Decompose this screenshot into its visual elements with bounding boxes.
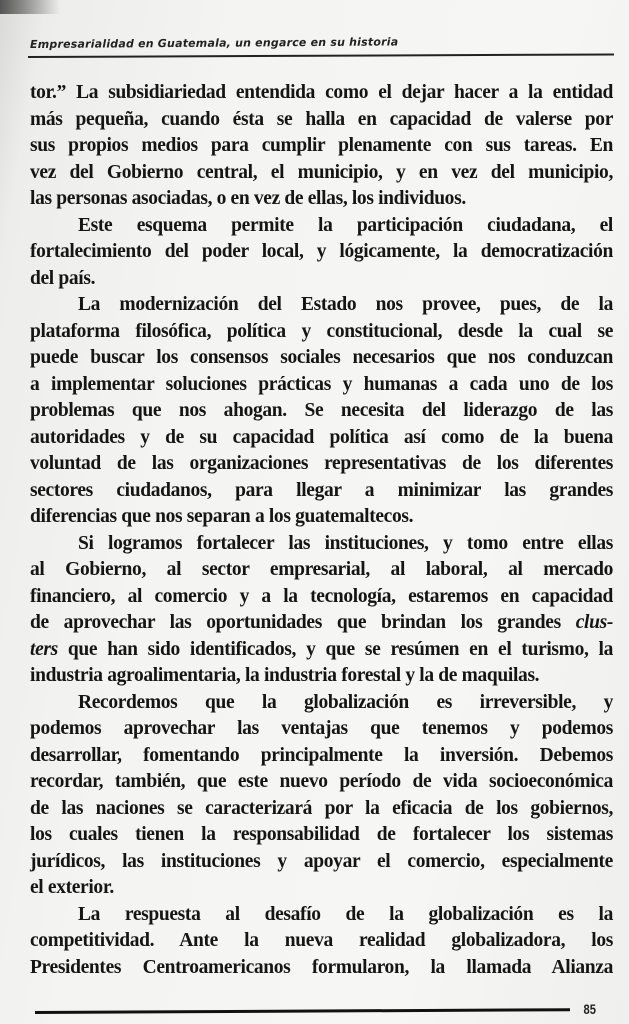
text-line bbox=[30, 849, 613, 876]
paragraph bbox=[30, 80, 613, 213]
text-line bbox=[30, 531, 613, 558]
line-text: podemos aprovechar las ventajas que tenemos y podemos bbox=[30, 718, 613, 739]
text-line bbox=[30, 478, 613, 505]
text-line bbox=[30, 822, 613, 849]
line-text: sus propios medios para cumplir plenamente con sus tareas. En bbox=[30, 135, 613, 156]
italic-term: ters bbox=[30, 638, 58, 660]
line-text: más pequeña, cuando ésta se halla en capacidad de valerse por bbox=[30, 108, 613, 130]
page-edge-shadow bbox=[0, 0, 60, 14]
line-text: las personas asociadas, o en vez de ellas, los individuos. bbox=[30, 188, 466, 209]
text-line bbox=[30, 345, 613, 372]
header-rule bbox=[28, 53, 614, 58]
text-line bbox=[30, 292, 613, 319]
line-text: tor.” La subsidiariedad entendida como el dejar hacer a la entidad bbox=[30, 82, 613, 103]
text-line bbox=[30, 769, 613, 796]
text-line bbox=[30, 716, 613, 743]
line-text: Recordemos que la globalización es irreversible, y bbox=[78, 691, 613, 713]
line-text: Presidentes Centroamericanos formularon, la llamada Alianza bbox=[30, 956, 613, 978]
line-text: diferencias que nos separan a los guatemaltecos. bbox=[30, 506, 414, 527]
line-text: Este esquema permite la participación ciudadana, el bbox=[78, 214, 613, 236]
paragraph bbox=[30, 213, 613, 293]
paragraph bbox=[30, 531, 613, 690]
text-line bbox=[30, 796, 613, 823]
line-text: recordar, también, que este nuevo período de vida socioeconómica bbox=[30, 771, 613, 792]
text-line bbox=[30, 504, 613, 531]
paragraph bbox=[30, 690, 613, 902]
text-line bbox=[30, 133, 613, 160]
line-text: Si logramos fortalecer las instituciones, y tomo entre ellas bbox=[78, 532, 613, 554]
text-line bbox=[30, 584, 613, 611]
body-text bbox=[30, 80, 613, 981]
text-line bbox=[30, 557, 613, 584]
line-text: de las naciones se caracterizará por la eficacia de los gobiernos, bbox=[30, 797, 613, 819]
running-header: Empresarialidad en Guatemala, un engarce en su historia bbox=[29, 35, 399, 51]
text-line bbox=[30, 451, 613, 478]
line-text: de aprovechar las oportunidades que brindan los grandes bbox=[30, 612, 576, 633]
text-line bbox=[30, 875, 613, 902]
text-line bbox=[30, 372, 613, 399]
line-text: al Gobierno, al sector empresarial, al laboral, al mercado bbox=[30, 559, 613, 580]
text-line bbox=[30, 663, 613, 690]
text-line bbox=[30, 213, 613, 240]
line-text: desarrollar, fomentando principalmente la inversión. Debemos bbox=[30, 744, 613, 766]
footer-rule bbox=[35, 1008, 570, 1014]
text-line bbox=[30, 610, 613, 637]
text-line bbox=[30, 398, 613, 425]
paragraph bbox=[30, 902, 613, 982]
line-text: financiero, al comercio y a la tecnología, estaremos en capacidad bbox=[30, 585, 613, 607]
text-line bbox=[30, 637, 613, 664]
text-line bbox=[30, 928, 613, 955]
line-text: plataforma filosófica, política y constitucional, desde la cual se bbox=[30, 320, 613, 342]
text-line bbox=[30, 186, 613, 213]
text-line bbox=[30, 955, 613, 982]
line-text: del país. bbox=[30, 267, 96, 289]
text-line bbox=[30, 80, 613, 107]
line-text: los cuales tienen la responsabilidad de fortalecer los sistemas bbox=[30, 824, 613, 845]
text-line bbox=[30, 107, 613, 134]
line-text: problemas que nos ahogan. Se necesita del liderazgo de las bbox=[30, 400, 613, 421]
text-line bbox=[30, 160, 613, 187]
line-text: fortalecimiento del poder local, y lógicamente, la democratización bbox=[30, 241, 613, 262]
line-text: industria agroalimentaria, la industria forestal y la de maquilas. bbox=[30, 665, 540, 686]
line-text: el exterior. bbox=[30, 877, 114, 898]
text-line bbox=[30, 266, 613, 293]
line-text: puede buscar los consensos sociales necesarios que nos conduzcan bbox=[30, 347, 613, 368]
text-line bbox=[30, 743, 613, 770]
text-line bbox=[30, 690, 613, 717]
line-text: competitividad. Ante la nueva realidad globalizadora, los bbox=[30, 930, 613, 951]
line-text: autoridades y de su capacidad política así como de la buena bbox=[30, 426, 613, 448]
line-text: voluntad de las organizaciones representativas de los diferentes bbox=[30, 453, 613, 474]
line-text: que han sido identificados, y que se resúmen en el turismo, la bbox=[57, 638, 613, 660]
text-line bbox=[30, 425, 613, 452]
text-line bbox=[30, 319, 613, 346]
paragraph bbox=[30, 292, 613, 531]
text-line bbox=[30, 902, 613, 929]
line-text: La modernización del Estado nos provee, pues, de la bbox=[78, 294, 613, 315]
line-text: sectores ciudadanos, para llegar a minimizar las grandes bbox=[30, 479, 613, 501]
line-text: La respuesta al desafío de la globalización es la bbox=[78, 903, 613, 925]
text-line bbox=[30, 239, 613, 266]
italic-term: clus- bbox=[575, 612, 613, 633]
line-text: jurídicos, las instituciones y apoyar el comercio, especialmente bbox=[30, 850, 613, 872]
page-number: 85 bbox=[583, 1001, 597, 1017]
line-text: a implementar soluciones prácticas y humanas a cada uno de los bbox=[30, 373, 613, 395]
line-text: vez del Gobierno central, el municipio, y en vez del municipio, bbox=[30, 161, 613, 183]
